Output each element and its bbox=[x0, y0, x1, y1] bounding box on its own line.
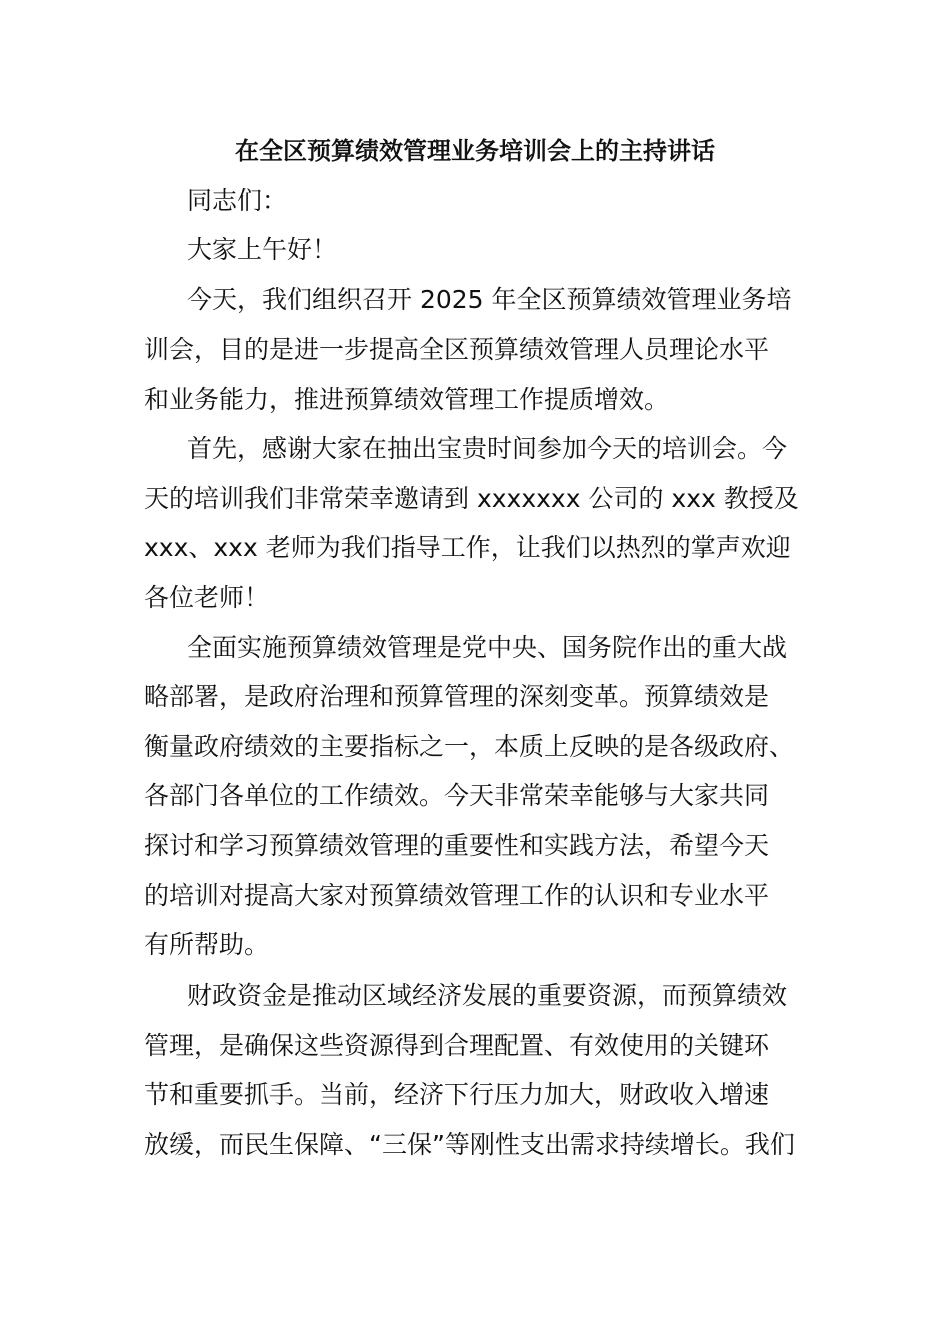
paragraph-3-line-7: 有所帮助。 bbox=[144, 930, 270, 959]
paragraph-4-line-2: 管理，是确保这些资源得到合理配置、有效使用的关键环 bbox=[144, 1031, 770, 1060]
paragraph-3-line-2: 略部署，是政府治理和预算管理的深刻变革。预算绩效是 bbox=[144, 682, 770, 711]
paragraph-2-line-3: xxx、xxx 老师为我们指导工作，让我们以热烈的掌声欢迎 bbox=[144, 533, 791, 562]
paragraph-2-line-1: 首先，感谢大家在抽出宝贵时间参加今天的培训会。今 bbox=[187, 434, 788, 463]
paragraph-3-line-1: 全面实施预算绩效管理是党中央、国务院作出的重大战 bbox=[187, 633, 788, 662]
document-title: 在全区预算绩效管理业务培训会上的主持讲话 bbox=[235, 137, 715, 165]
paragraph-2-line-4: 各位老师！ bbox=[144, 583, 270, 612]
paragraph-3-line-6: 的培训对提高大家对预算绩效管理工作的认识和专业水平 bbox=[144, 881, 770, 910]
paragraph-1-line-3: 和业务能力，推进预算绩效管理工作提质增效。 bbox=[144, 385, 670, 414]
paragraph-3-line-3: 衡量政府绩效的主要指标之一，本质上反映的是各级政府、 bbox=[144, 732, 795, 761]
greeting: 大家上午好！ bbox=[187, 235, 338, 264]
paragraph-3-line-5: 探讨和学习预算绩效管理的重要性和实践方法，希望今天 bbox=[144, 831, 770, 860]
paragraph-4-line-4: 放缓，而民生保障、“三保”等刚性支出需求持续增长。我们 bbox=[144, 1130, 795, 1159]
paragraph-1-line-1: 今天，我们组织召开 2025 年全区预算绩效管理业务培 bbox=[187, 285, 792, 314]
paragraph-3-line-4: 各部门各单位的工作绩效。今天非常荣幸能够与大家共同 bbox=[144, 781, 770, 810]
paragraph-4-line-3: 节和重要抓手。当前，经济下行压力加大，财政收入增速 bbox=[144, 1080, 770, 1109]
paragraph-1-line-2: 训会，目的是进一步提高全区预算绩效管理人员理论水平 bbox=[144, 335, 770, 364]
paragraph-4-line-1: 财政资金是推动区域经济发展的重要资源，而预算绩效 bbox=[187, 981, 788, 1010]
salutation: 同志们： bbox=[187, 186, 288, 215]
paragraph-2-line-2: 天的培训我们非常荣幸邀请到 xxxxxxx 公司的 xxx 教授及 bbox=[144, 484, 799, 513]
